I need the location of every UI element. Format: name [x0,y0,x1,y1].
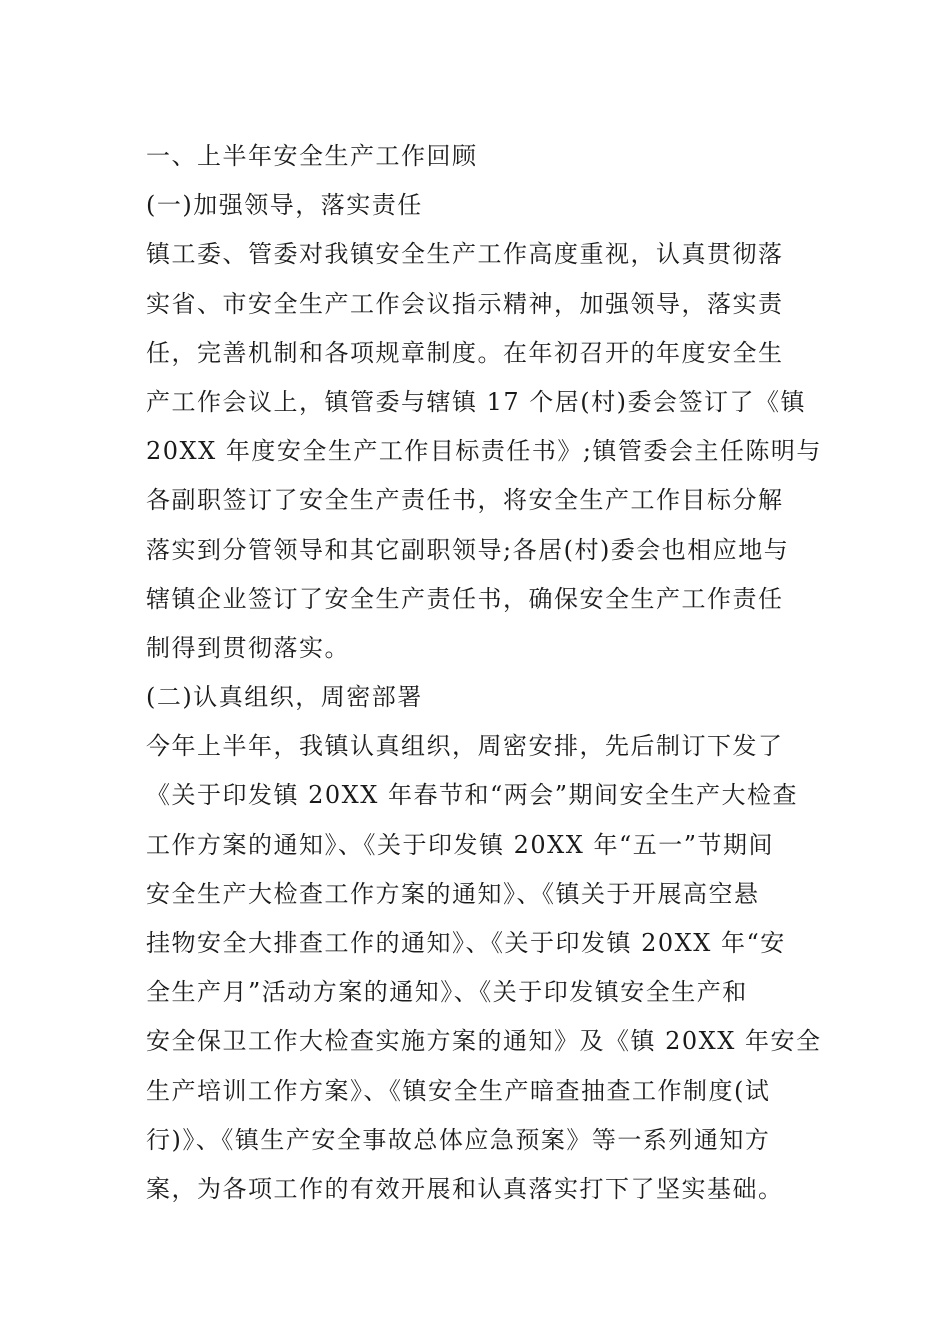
section-heading: 一、上半年安全生产工作回顾 [146,142,478,170]
paragraph-line: 镇工委、管委对我镇安全生产工作高度重视，认真贯彻落 [146,240,784,269]
paragraph-line: 工作方案的通知》、《关于印发镇 20XX 年“五一”节期间 [146,830,775,859]
paragraph-line: 20XX 年度安全生产工作目标责任书》;镇管委会主任陈明与 [146,437,822,466]
paragraph-line: 《关于印发镇 20XX 年春节和“两会”期间安全生产大检查 [146,781,799,810]
paragraph-line: 今年上半年，我镇认真组织，周密安排，先后制订下发了 [146,732,784,761]
paragraph-line: 生产培训工作方案》、《镇安全生产暗查抽查工作制度(试 [146,1076,771,1105]
paragraph-line: 挂物安全大排查工作的通知》、《关于印发镇 20XX 年“安 [146,929,786,957]
subsection-heading: (二)认真组织，周密部署 [146,683,423,712]
paragraph-line: 案，为各项工作的有效开展和认真落实打下了坚实基础。 [146,1174,784,1203]
document-body [146,132,822,1214]
subsection-heading: (一)加强领导，落实责任 [146,191,423,220]
paragraph-line: 实省、市安全生产工作会议指示精神，加强领导，落实责 [146,289,784,318]
paragraph-line: 制得到贯彻落实。 [146,633,350,662]
paragraph-line: 安全生产大检查工作方案的通知》、《镇关于开展高空悬 [146,879,760,908]
paragraph-line: 全生产月”活动方案的通知》、《关于印发镇安全生产和 [146,978,748,1007]
paragraph-line: 任，完善机制和各项规章制度。在年初召开的年度安全生 [146,338,784,367]
paragraph-line: 安全保卫工作大检查实施方案的通知》及《镇 20XX 年安全 [146,1027,822,1056]
paragraph-line: 落实到分管领导和其它副职领导;各居(村)委会也相应地与 [146,535,790,564]
paragraph-line: 产工作会议上，镇管委与辖镇 17 个居(村)委会签订了《镇 [146,387,807,416]
paragraph-line: 各副职签订了安全生产责任书，将安全生产工作目标分解 [146,486,784,515]
paragraph-line: 辖镇企业签订了安全生产责任书，确保安全生产工作责任 [146,584,784,613]
paragraph-line: 行)》、《镇生产安全事故总体应急预案》等一系列通知方 [146,1125,771,1154]
